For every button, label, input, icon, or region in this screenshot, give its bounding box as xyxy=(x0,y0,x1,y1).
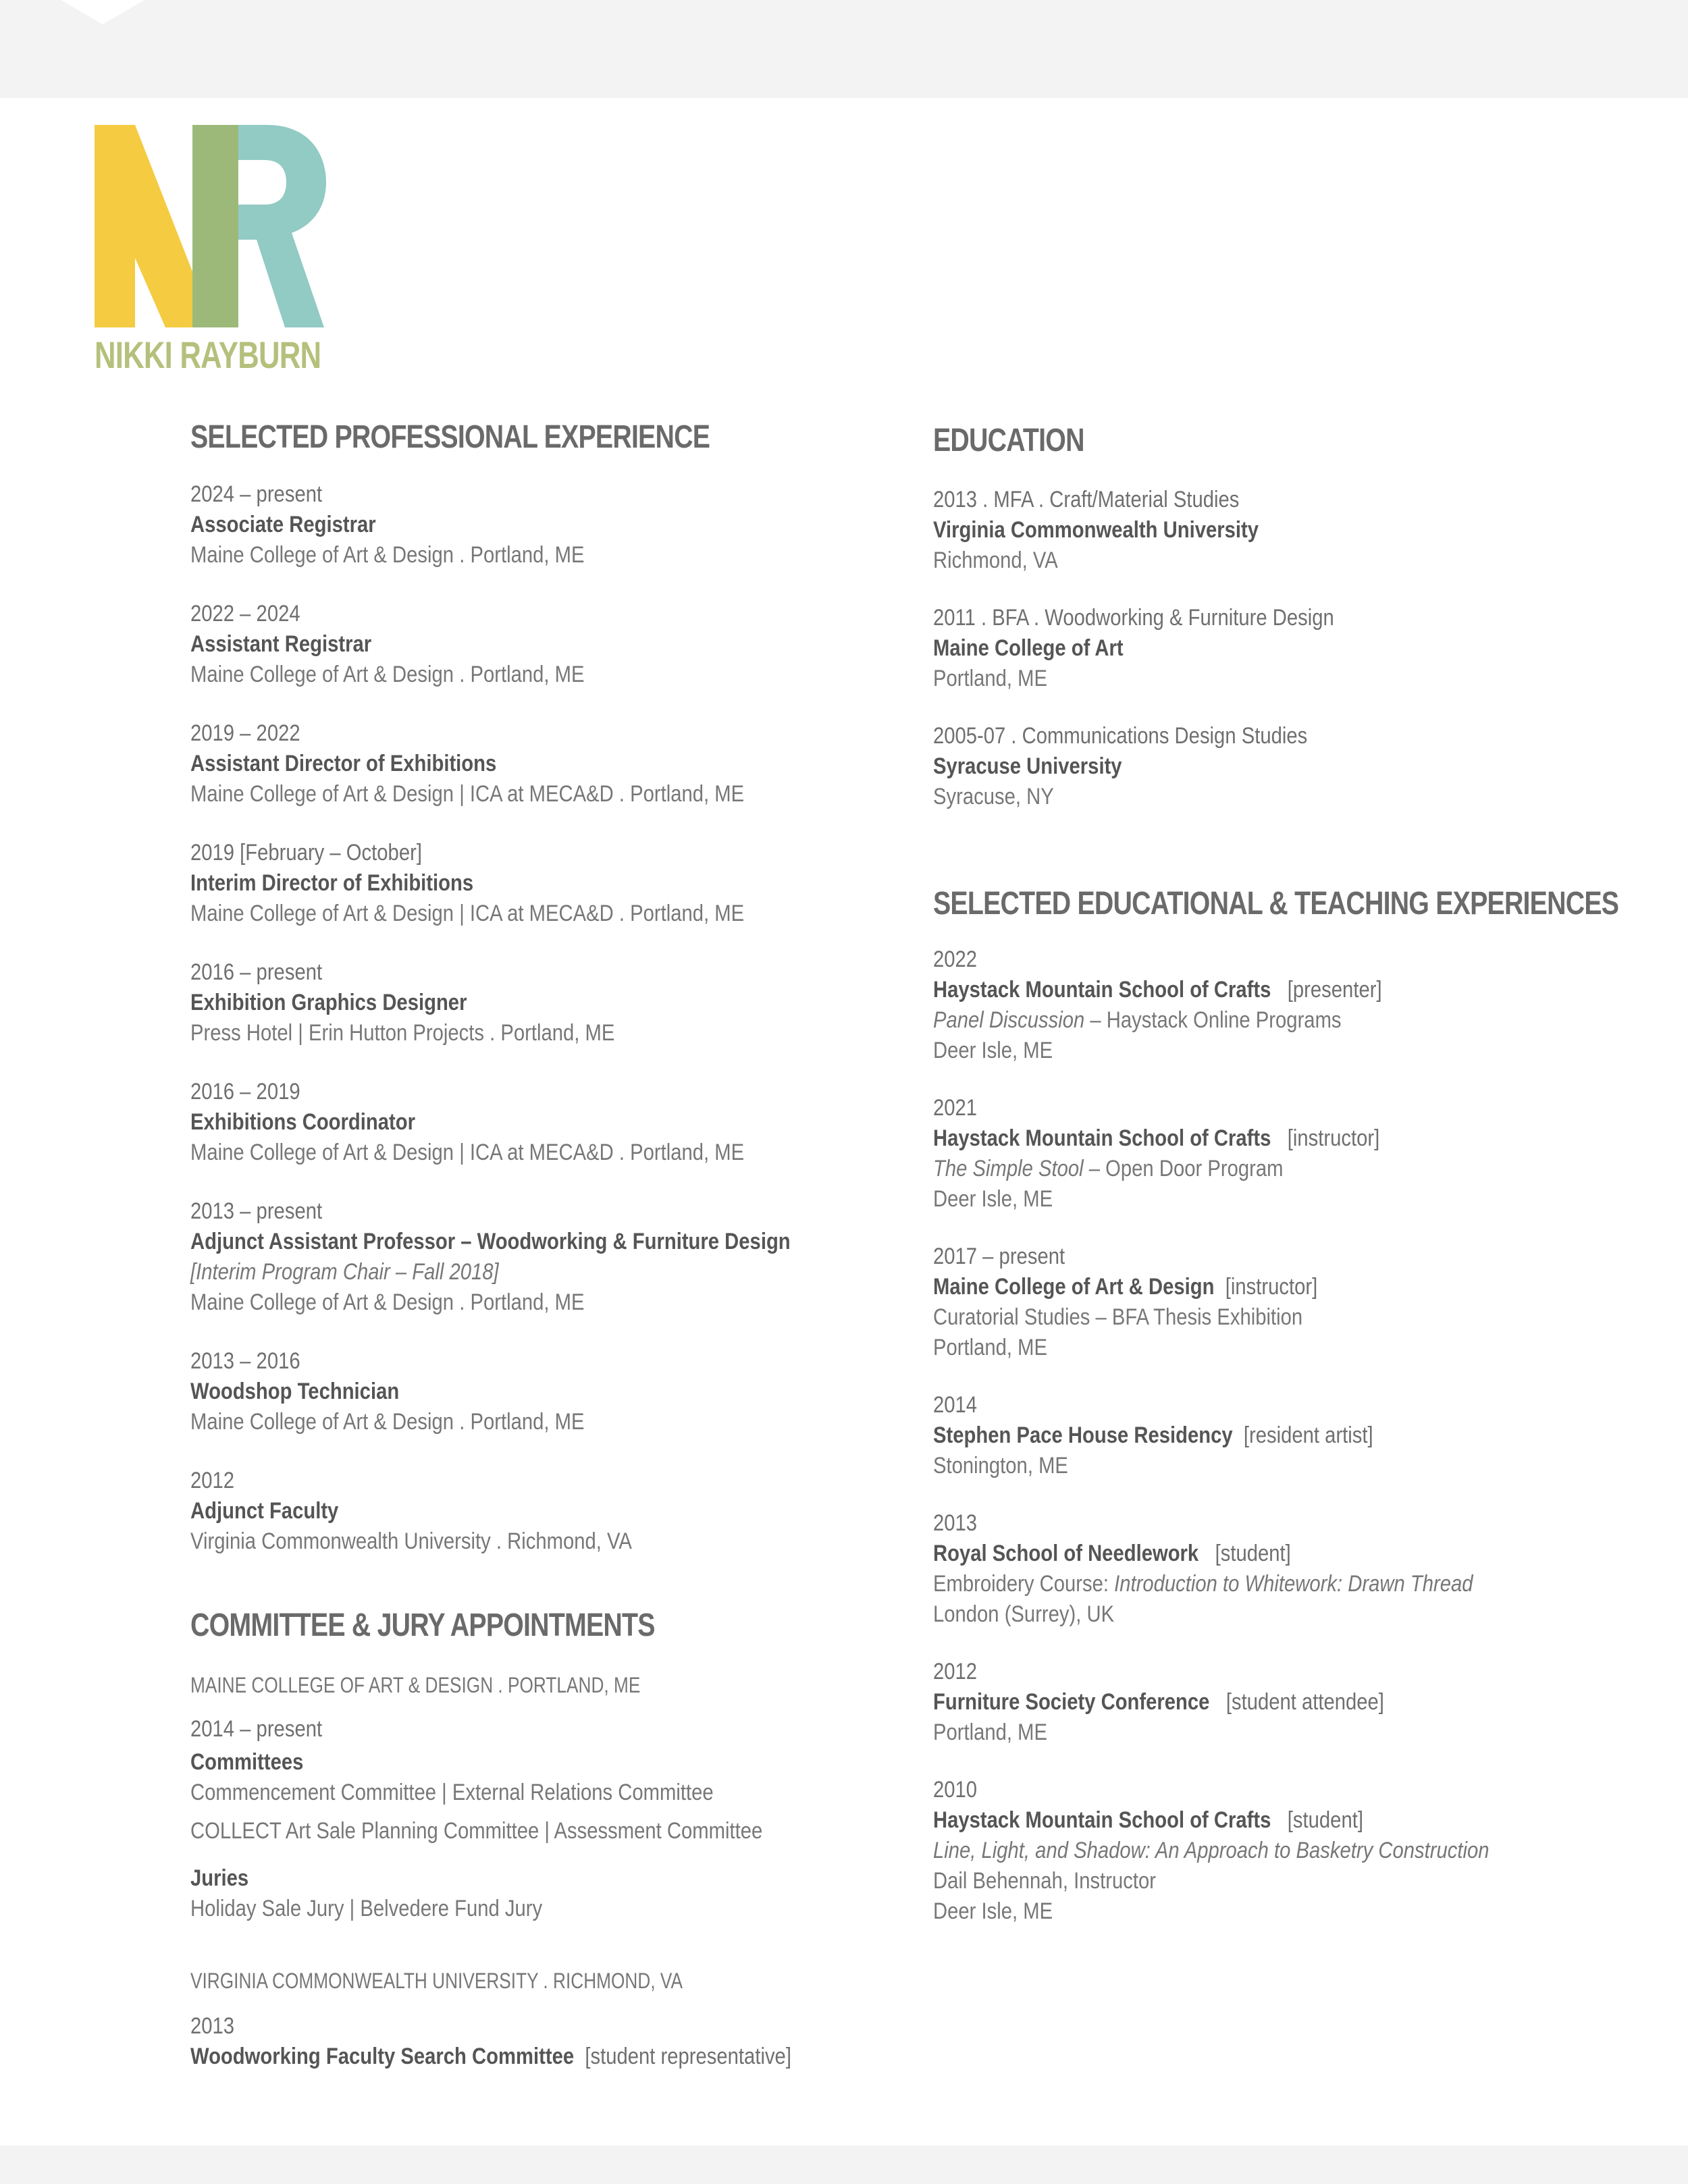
experience-entry xyxy=(190,1346,920,1437)
entry-role-tag: [student] xyxy=(1287,1807,1363,1833)
degree-line: 2005-07 . Communications Design Studies xyxy=(933,723,1308,749)
entry-instructor: Dail Behennah, Instructor xyxy=(933,1868,1156,1894)
entry-date: 2017 – present xyxy=(933,1244,1065,1269)
degree-line: 2013 . MFA . Craft/Material Studies xyxy=(933,487,1240,512)
entry-title: Assistant Registrar xyxy=(190,631,372,657)
teaching-entry xyxy=(933,1390,1649,1481)
committees-label: Committees xyxy=(190,1749,304,1775)
school-place: Syracuse, NY xyxy=(933,784,1054,809)
education-entry xyxy=(933,603,1649,694)
entry-role-tag: [resident artist] xyxy=(1243,1422,1373,1448)
entry-date: 2022 – 2024 xyxy=(190,601,300,627)
entry-role-tag: [student attendee] xyxy=(1225,1689,1384,1715)
teaching-entry xyxy=(933,1775,1649,1927)
experience-entry xyxy=(190,1077,920,1168)
entry-place: Maine College of Art & Design | ICA at MECA&D . Portland, ME xyxy=(190,901,745,926)
entry-place: Portland, ME xyxy=(933,1335,1048,1360)
teaching-entry xyxy=(933,1508,1649,1630)
entry-detail-italic: Panel Discussion xyxy=(933,1007,1085,1033)
entry-title: Assistant Director of Exhibitions xyxy=(190,751,497,776)
meca-org-label: MAINE COLLEGE OF ART & DESIGN . PORTLAND, ME xyxy=(190,1673,641,1697)
logo-name: NIKKI RAYBURN xyxy=(95,334,321,376)
right-column xyxy=(933,422,1649,1927)
entry-place: Press Hotel | Erin Hutton Projects . Portland, ME xyxy=(190,1020,615,1046)
entry-date: 2013 – present xyxy=(190,1198,323,1224)
entry-title: Adjunct Assistant Professor – Woodworking & Furniture Design xyxy=(190,1229,791,1254)
entry-role-tag: [student] xyxy=(1215,1541,1291,1566)
entry-note: [Interim Program Chair – Fall 2018] xyxy=(190,1259,499,1285)
entry-detail: – Haystack Online Programs xyxy=(1084,1007,1342,1033)
entry-place: London (Surrey), UK xyxy=(933,1601,1115,1627)
entry-title: Stephen Pace House Residency xyxy=(933,1422,1233,1448)
entry-place: Maine College of Art & Design . Portland, ME xyxy=(190,542,585,568)
entry-date: 2012 xyxy=(933,1659,978,1684)
entry-date: 2024 – present xyxy=(190,481,323,507)
experience-entry xyxy=(190,838,920,929)
school-place: Richmond, VA xyxy=(933,548,1058,573)
entry-detail: Curatorial Studies – BFA Thesis Exhibition xyxy=(933,1304,1303,1330)
entry-title: Associate Registrar xyxy=(190,512,376,537)
education-heading: EDUCATION xyxy=(933,423,1084,458)
top-margin xyxy=(0,0,1688,98)
entry-date: 2014 xyxy=(933,1392,978,1418)
entry-place: Deer Isle, ME xyxy=(933,1898,1053,1924)
entry-role-tag: [presenter] xyxy=(1287,977,1382,1003)
juries-line: Holiday Sale Jury | Belvedere Fund Jury xyxy=(190,1896,543,1921)
vcu-date: 2013 xyxy=(190,2013,235,2039)
entry-role-tag: [instructor] xyxy=(1225,1274,1318,1300)
entry-date: 2016 – 2019 xyxy=(190,1079,300,1104)
entry-place: Maine College of Art & Design | ICA at MECA&D . Portland, ME xyxy=(190,781,745,807)
committee-heading: COMMITTEE & JURY APPOINTMENTS xyxy=(190,1607,655,1643)
entry-place: Deer Isle, ME xyxy=(933,1186,1053,1212)
entry-detail-italic: Introduction to Whitework: Drawn Thread xyxy=(1114,1571,1473,1597)
entry-title: Royal School of Needlework xyxy=(933,1541,1199,1566)
vcu-committee-tag: [student representative] xyxy=(585,2044,791,2069)
entry-detail-prefix: Embroidery Course: xyxy=(933,1571,1115,1597)
teaching-entry xyxy=(933,944,1649,1066)
entry-date: 2019 [February – October] xyxy=(190,840,422,865)
teaching-heading: SELECTED EDUCATIONAL & TEACHING EXPERIENCES xyxy=(933,886,1619,922)
vcu-committee-title: Woodworking Faculty Search Committee xyxy=(190,2044,575,2069)
entry-date: 2012 xyxy=(190,1468,235,1493)
experience-entry xyxy=(190,599,920,690)
entry-title: Maine College of Art & Design xyxy=(933,1274,1215,1300)
entry-place: Stonington, ME xyxy=(933,1453,1068,1479)
entry-date: 2016 – present xyxy=(190,959,323,985)
entry-detail-italic: The Simple Stool xyxy=(933,1156,1084,1181)
entry-date: 2019 – 2022 xyxy=(190,720,300,746)
education-entry xyxy=(933,485,1649,576)
experience-entry xyxy=(190,1466,920,1557)
entry-place: Maine College of Art & Design . Portland, ME xyxy=(190,662,585,687)
committees-line-2: COLLECT Art Sale Planning Committee | Assessment Committee xyxy=(190,1818,763,1844)
teaching-entry xyxy=(933,1242,1649,1363)
entry-place: Maine College of Art & Design | ICA at MECA&D . Portland, ME xyxy=(190,1140,745,1165)
entry-date: 2022 xyxy=(933,947,978,972)
committees-line-1: Commencement Committee | External Relations Committee xyxy=(190,1780,714,1805)
meca-date: 2014 – present xyxy=(190,1716,323,1742)
entry-title: Exhibition Graphics Designer xyxy=(190,990,467,1015)
entry-title: Adjunct Faculty xyxy=(190,1498,339,1524)
entry-place: Portland, ME xyxy=(933,1720,1048,1745)
entry-place: Virginia Commonwealth University . Richmond, VA xyxy=(190,1528,632,1554)
teaching-entry xyxy=(933,1657,1649,1748)
entry-detail: – Open Door Program xyxy=(1083,1156,1284,1181)
entry-role-tag: [instructor] xyxy=(1287,1125,1380,1151)
entry-title: Furniture Society Conference xyxy=(933,1689,1210,1715)
entry-place: Maine College of Art & Design . Portland, ME xyxy=(190,1409,585,1435)
experience-entry xyxy=(190,479,920,570)
school-name: Maine College of Art xyxy=(933,635,1124,661)
entry-title: Exhibitions Coordinator xyxy=(190,1109,416,1135)
entry-place: Maine College of Art & Design . Portland, ME xyxy=(190,1289,585,1315)
entry-detail-italic: Line, Light, and Shadow: An Approach to Basketry Construction xyxy=(933,1838,1489,1863)
left-column xyxy=(190,419,920,2072)
experience-heading: SELECTED PROFESSIONAL EXPERIENCE xyxy=(190,419,710,455)
logo-r-stem xyxy=(192,125,238,327)
experience-entry xyxy=(190,1196,920,1318)
entry-date: 2013 xyxy=(933,1510,978,1536)
entry-title: Haystack Mountain School of Crafts xyxy=(933,1125,1271,1151)
experience-entry xyxy=(190,957,920,1048)
degree-line: 2011 . BFA . Woodworking & Furniture Design xyxy=(933,605,1334,631)
education-entry xyxy=(933,721,1649,812)
bottom-margin xyxy=(0,2146,1688,2184)
experience-entry xyxy=(190,718,920,809)
school-name: Syracuse University xyxy=(933,753,1122,779)
nr-logo-svg xyxy=(95,125,331,327)
entry-title: Haystack Mountain School of Crafts xyxy=(933,1807,1271,1833)
page-notch xyxy=(61,0,144,24)
teaching-entry xyxy=(933,1093,1649,1215)
juries-label: Juries xyxy=(190,1865,249,1891)
logo-r-bowl xyxy=(238,125,326,327)
entry-title: Woodshop Technician xyxy=(190,1379,400,1404)
vcu-org-label: VIRGINIA COMMONWEALTH UNIVERSITY . RICHMOND, VA xyxy=(190,1969,683,1993)
school-name: Virginia Commonwealth University xyxy=(933,517,1259,543)
entry-date: 2021 xyxy=(933,1095,978,1121)
entry-title: Haystack Mountain School of Crafts xyxy=(933,977,1271,1003)
entry-title: Interim Director of Exhibitions xyxy=(190,870,474,896)
entry-date: 2013 – 2016 xyxy=(190,1348,300,1374)
entry-date: 2010 xyxy=(933,1777,978,1803)
school-place: Portland, ME xyxy=(933,666,1048,691)
entry-place: Deer Isle, ME xyxy=(933,1038,1053,1063)
